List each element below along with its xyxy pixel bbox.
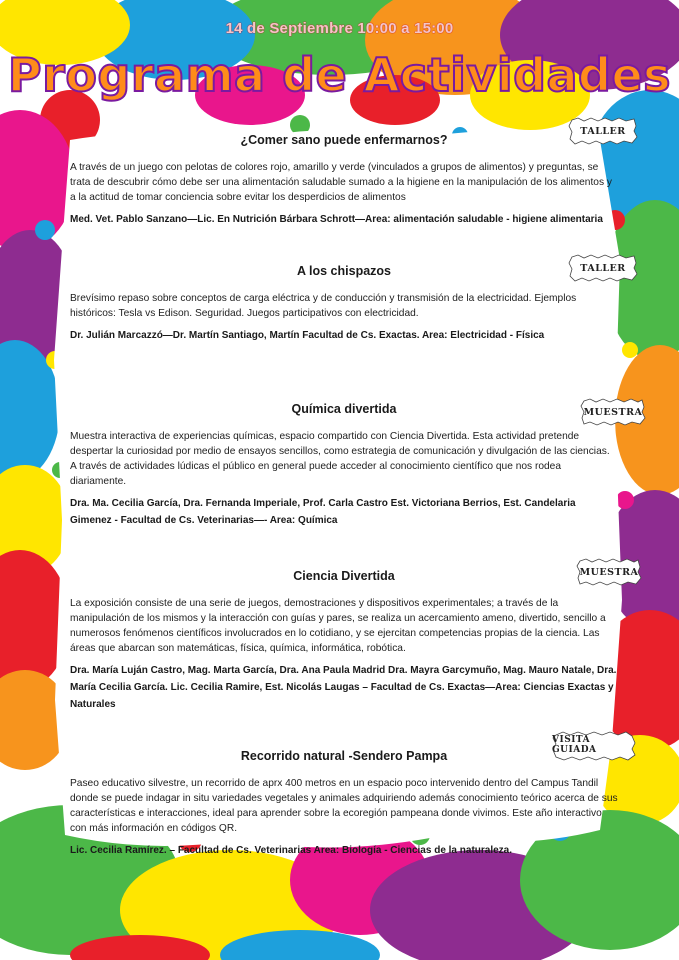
activity-description: Brevísimo repaso sobre conceptos de carga eléctrica y de conducción y transmisión de la electricidad. Ejemplos históricos: Tesla vs Edison. Seguridad. Juegos participativos con electricidad. [70,293,577,319]
activity-title: A los chispazos [296,264,391,278]
activity-authors: Lic. Cecilia Ramírez. – Facultad de Cs. Veterinarias Area: Biología - Ciencias de la naturaleza. [70,845,513,856]
tag-label: TALLER [580,262,626,274]
activity-comer-sano [70,133,618,234]
activity-description: A través de un juego con pelotas de colores rojo, amarillo y verde (vinculados a grupos de alimentos) y preguntas, se trata de descubrir cómo debe ser una alimentación saludable sumado a la higiene en la manipulación de los alimentos y a la actitud de tomar conciencia sobre evitar los desperdicios de alimentos [70,162,612,203]
tag-label: MUESTRA [583,406,643,418]
tag-label: TALLER [580,125,626,137]
activity-title: Química divertida [291,402,397,416]
activity-chispazos [70,264,618,350]
activity-title: ¿Comer sano puede enfermarnos? [240,133,448,147]
activity-authors: Dra. María Luján Castro, Mag. Marta García, Dra. Ana Paula Madrid Dra. Mayra Garcymuño, Mag. Mauro Natale, Dra. María Cecilia García. Lic. Cecilia Ramire, Est. Nicolás Laugas – Facultad de Cs. Exactas—Area: Ciencias Exactas y Naturales [70,665,617,710]
activity-authors: Dr. Julián Marcazzó—Dr. Martín Santiago, Martín Facultad de Cs. Exactas. Area: Electricidad - Física [70,330,545,341]
page-title: Programa de Actividades [7,48,672,102]
activity-authors: Med. Vet. Pablo Sanzano—Lic. En Nutrición Bárbara Schrott—Area: alimentación saludable - higiene alimentaria [70,214,603,225]
activity-recorrido-natural [70,749,618,865]
activity-title: Ciencia Divertida [293,569,395,583]
tag-label: MUESTRA [579,566,639,578]
activity-description: Paseo educativo silvestre, un recorrido de aprx 400 metros en un espacio poco intervenido dentro del Campus Tandil donde se puede indagar in situ variedades vegetales y animales adquiriendo además conocimiento teórico acerca de sus características e interacciones, ideal para aprender sobre la ecoregión pampeana donde vivimos. Este año interactivo con más información en códigos QR. [70,778,618,834]
activity-ciencia-divertida [70,569,618,719]
activity-description: La exposición consiste de una serie de juegos, demostraciones y dispositivos experimentales; a través de la manipulación de los mismos y la interacción con guías y pares, se realiza un acercamiento ameno, divertido, sencillo a numerosos fenómenos científicos involucrados en lo cotidiano, y se ejercitan competencias propias de la ciencia. Las áreas que abarcan son matemáticas, física, química, informática, robótica. [70,598,606,654]
activity-quimica-divertida [70,402,618,535]
event-date: 14 de Septiembre 10:00 a 15:00 [225,20,454,37]
activity-title: Recorrido natural -Sendero Pampa [240,749,448,763]
activity-authors: Dra. Ma. Cecilia García, Dra. Fernanda Imperiale, Prof. Carla Castro Est. Victoriana Berrios, Est. Candelaria Gimenez - Facultad de Cs. Veterinarias—- Area: Química [70,498,576,526]
tag-label: VISITA GUIADA [552,735,597,755]
activity-description: Muestra interactiva de experiencias químicas, espacio compartido con Ciencia Divertida. Esta actividad pretende despertar la curiosidad por medio de ensayos sencillos, como estrategia de comunicación y divulgación de las ciencias. A través de actividades lúdicas el público en general puede acceder al conocimiento científico que nos rodea diariamente. [70,431,610,487]
